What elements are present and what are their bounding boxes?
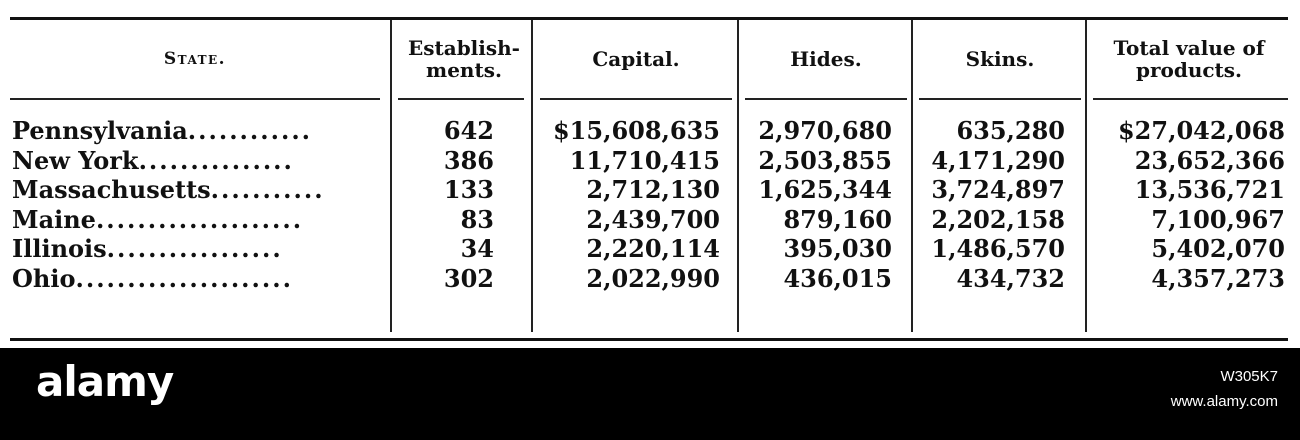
- establishments-cell: 642: [443, 116, 494, 145]
- capital-cell: $15,608,635: [552, 116, 720, 145]
- leader-dots: ....................: [95, 204, 304, 234]
- site-url-label: www.alamy.com: [1170, 393, 1278, 410]
- header-underline: [1093, 98, 1288, 100]
- table-row: [0, 146, 1300, 176]
- header-skins: Skins.: [965, 47, 1035, 71]
- total-value-cell: 13,536,721: [1134, 175, 1285, 204]
- hides-cell: 436,015: [783, 263, 892, 293]
- skins-cell: 1,486,570: [931, 234, 1065, 263]
- total-value-cell: $27,042,068: [1117, 116, 1285, 145]
- skins-cell: 635,280: [956, 116, 1065, 145]
- state-name: Illinois: [12, 234, 107, 263]
- header-underline: [398, 98, 524, 100]
- capital-cell: 11,710,415: [569, 145, 720, 175]
- hides-cell: 1,625,344: [758, 175, 892, 204]
- establishments-cell: 34: [460, 234, 494, 263]
- hides-cell: 2,503,855: [758, 145, 892, 175]
- total-value-cell: 4,357,273: [1151, 263, 1285, 293]
- hides-cell: 395,030: [783, 234, 892, 263]
- state-cell: [12, 264, 382, 294]
- header-underline: [919, 98, 1081, 100]
- skins-cell: 3,724,897: [931, 175, 1065, 204]
- establishments-cell: 386: [443, 145, 494, 175]
- establishments-cell: 133: [443, 175, 494, 204]
- leader-dots: ...............: [138, 145, 294, 175]
- header-underline: [10, 98, 380, 100]
- establishments-cell: 83: [460, 204, 494, 234]
- state-name: Ohio: [12, 263, 76, 293]
- leader-dots: .....................: [75, 263, 293, 293]
- header-state: State.: [163, 49, 227, 69]
- header-capital: Capital.: [592, 47, 680, 71]
- capital-cell: 2,712,130: [586, 175, 720, 204]
- table-body: [0, 116, 1300, 293]
- header-hides: Hides.: [790, 47, 862, 71]
- leader-dots: ...........: [210, 175, 325, 204]
- state-name: Pennsylvania: [12, 116, 188, 145]
- state-cell: [12, 175, 382, 205]
- capital-cell: 2,022,990: [586, 263, 720, 293]
- table-row: [0, 234, 1300, 264]
- state-name: Maine: [12, 204, 96, 234]
- total-value-cell: 5,402,070: [1151, 234, 1285, 263]
- skins-cell: 4,171,290: [931, 145, 1065, 175]
- hides-cell: 2,970,680: [758, 116, 892, 145]
- capital-cell: 2,439,700: [586, 204, 720, 234]
- alamy-logo: alamy: [36, 357, 174, 406]
- total-value-cell: 7,100,967: [1151, 204, 1285, 234]
- state-cell: [12, 146, 382, 176]
- state-cell: [12, 234, 382, 264]
- header-establishments: Establish- ments.: [408, 36, 520, 82]
- table-row: [0, 175, 1300, 205]
- image-id-label: W305K7: [1220, 368, 1278, 385]
- capital-cell: 2,220,114: [586, 234, 720, 263]
- hides-cell: 879,160: [783, 204, 892, 234]
- table-row: [0, 116, 1300, 146]
- skins-cell: 434,732: [956, 263, 1065, 293]
- establishments-cell: 302: [443, 263, 494, 293]
- header-underline: [745, 98, 907, 100]
- header-underline: [540, 98, 732, 100]
- total-value-cell: 23,652,366: [1134, 145, 1285, 175]
- state-cell: [12, 116, 382, 146]
- header-total-value: Total value of products.: [1113, 36, 1265, 82]
- skins-cell: 2,202,158: [931, 204, 1065, 234]
- state-cell: [12, 205, 382, 235]
- table-row: [0, 205, 1300, 235]
- leader-dots: ............: [187, 116, 313, 145]
- table-bottom-rule: [10, 338, 1288, 341]
- watermark-banner: [0, 348, 1300, 440]
- state-name: Massachusetts: [12, 175, 211, 204]
- table-row: [0, 264, 1300, 294]
- state-name: New York: [12, 145, 139, 175]
- leader-dots: .................: [106, 234, 283, 263]
